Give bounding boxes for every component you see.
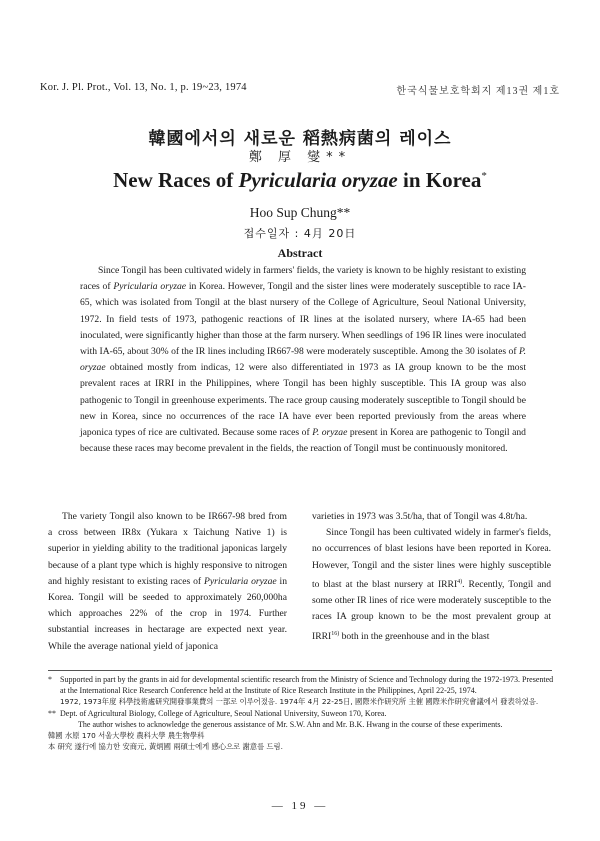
footnote-2-text: Dept. of Agricultural Biology, College of Agriculture, Seoul National University, Suweon 170, Korea. (60, 708, 387, 718)
journal-citation: Kor. J. Pl. Prot., Vol. 13, No. 1, p. 19~23, 1974 (40, 82, 247, 93)
acknowledgement: The author wishes to acknowledge the generous assistance of Mr. S.W. Ahn and Mr. B.K. Hwang in the course of these experiments. (78, 719, 503, 729)
abstract-heading: Abstract (277, 246, 323, 260)
title-english (0, 168, 600, 193)
footnote-2 (48, 708, 558, 719)
footnote-divider (48, 670, 552, 671)
abstract-part-3: obtained mostly from indicas, 12 were also differentiated in 1973 as IA group known to be the most prevalent races at IRRI in the Philippines, where Tongil has been highly susceptible. This IA group was also pathogenic to Tongil in greenhouse experiments. The race group causing moderately susceptible to Tongil should be new in Korea, since no occurrences of the race IA have ever been reported previously from the areas where japonica types of rice are cultivated. Because some races of (80, 362, 526, 439)
body-right-part-a: Since Tongil has been cultivated widely in farmer's fields, no occurrences of blast lesions have been reported in Korea. However, Tongil and the sister lines were highly susceptible to blast at the blast nursery at IRRI (312, 527, 551, 590)
title-english-post: in Korea (397, 168, 482, 192)
abstract-species-1: Pyricularia oryzae (113, 281, 186, 293)
author-english: Hoo Sup Chung** (249, 205, 351, 220)
body-left-part-2: in Korea. Tongil will be seeded to approximately 260,000ha which approaches 22% of the crop in 1974. Further substantial increases in hectarage are expected next year. While the average national yield of japonica (48, 575, 287, 652)
title-footnote-mark: * (481, 170, 487, 182)
citation-ref-16: 16) (331, 630, 340, 637)
footnotes (48, 674, 558, 752)
body-right-paragraph-1: varieties in 1973 was 3.5t/ha, that of Tongil was 4.8t/ha. (312, 511, 528, 522)
abstract-part-2: in Korea. However, Tongil and the sister lines were moderately susceptible to race IA-65, which was isolated from Tongil at the blast nursery of the College of Agriculture, Seoul National University, 1972. In field tests of 1973, pathogenic reactions of IR lines at the isolated nursery, where IA-65 had been inoculated, were significantly higher than those at the farm nursery. When seedlings of 196 IR lines were inoculated with IA-65, about 30% of the IR lines including IR667-98 were moderately susceptible. Among the 30 isolates of (80, 281, 526, 358)
body-left-species: Pyricularia oryzae (203, 575, 277, 587)
body-right-paragraph-2 (312, 525, 551, 645)
received-date: 접수일자 : 4月 20日 (243, 227, 357, 240)
title-english-pre: New Races of (113, 168, 239, 192)
citation-ref-4: 4) (457, 578, 463, 585)
abstract-species-2: P. oryzae (80, 346, 526, 374)
title-korean: 韓國에서의 새로운 稻熱病菌의 레이스 (148, 129, 452, 149)
abstract-part-4: present in Korea are pathogenic to Tongil and because these races may become prevalent in the fields, the reaction of Tongil must be continuously monitored. (80, 427, 526, 455)
korean-address: 韓國 水原 170 서울大學校 農科大學 農生物學科 (48, 731, 205, 741)
author-korean: 鄭 厚 燮** (248, 150, 352, 165)
body-right-column (312, 509, 551, 645)
body-left-part-1: The variety Tongil also known to be IR667-98 bred from a cross between IR8x (Yukara x Taichung Native 1) is superior in yielding ability to the traditional japonicas largely because of a plant type which is highly responsive to nitrogen and highly resistant to existing races of (48, 511, 287, 587)
abstract-part-1: Since Tongil has been cultivated widely in farmers' fields, the variety is known to be highly resistant to existing races of (80, 265, 526, 293)
title-english-species: Pyricularia oryzae (238, 168, 398, 192)
abstract-text (80, 263, 526, 457)
body-left-column (48, 509, 287, 655)
footnote-2-mark: ** (48, 708, 56, 718)
journal-korean-header: 한국식물보호학회지 제13권 제1호 (396, 86, 560, 97)
body-right-part-c: both in the greenhouse and in the blast (339, 630, 490, 642)
korean-acknowledgement: 本 研究 遂行에 協力한 安商元, 黃炳國 兩碩士에게 感心으로 謝意를 드림. (48, 742, 283, 752)
footnote-1-text: Supported in part by the grants in aid for developmental scientific research from the Ministry of Science and Technology during the 1972-1973. Presented at the International Rice Research Conference held at the Institute of Rice Research Institute in the Philippines, April 22-25, 1974. (60, 675, 554, 696)
footnote-1 (48, 674, 558, 696)
footnote-1-korean: 1972, 1973年度 科學技術處研究開發事業費의 一部로 이루어졌음. 1974年 4月 22-25日, 國際米作研究所 主催 國際米作研究會議에서 發表하였음. (60, 697, 539, 707)
body-right-part-b: . Recently, Tongil and some other IR lines of rice were moderately susceptible to the races IA group known to be the most prevalent group at IRRI (312, 579, 551, 642)
abstract-species-3: P. oryzae (312, 427, 348, 439)
footnote-1-mark: * (48, 675, 52, 684)
page-number: — 19 — (271, 800, 329, 812)
